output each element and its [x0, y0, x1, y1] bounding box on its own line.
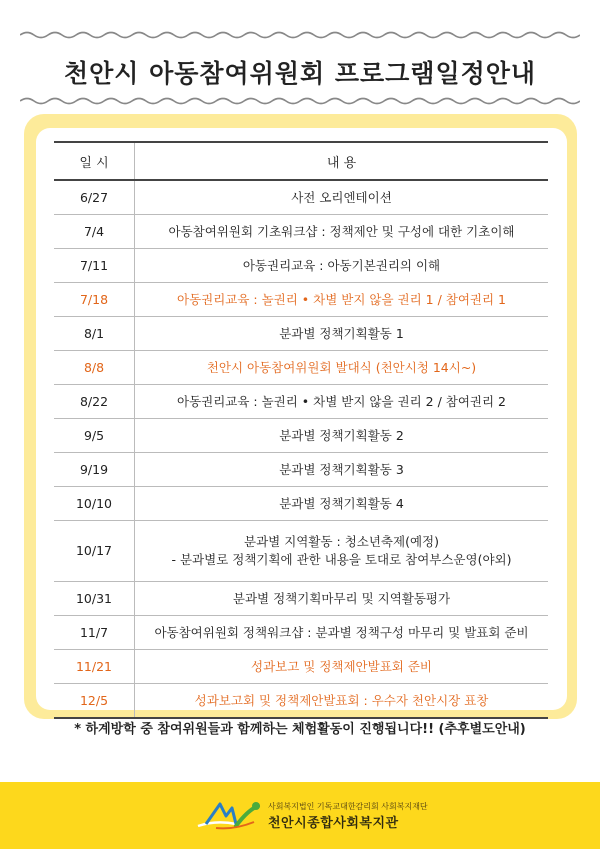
row-date: 7/11	[54, 249, 135, 283]
row-date: 7/4	[54, 215, 135, 249]
wavy-divider-bottom-icon	[20, 96, 580, 106]
activity-note: * 하계방학 중 참여위원들과 함께하는 체험활동이 진행됩니다!! (추후별도안내)	[74, 722, 526, 737]
row-content: 사전 오리엔테이션	[135, 180, 549, 215]
table-row	[54, 453, 548, 487]
table-row-highlighted	[54, 650, 548, 684]
schedule-table	[54, 141, 548, 719]
row-date: 10/31	[54, 582, 135, 616]
table-row	[54, 249, 548, 283]
row-date: 10/10	[54, 487, 135, 521]
table-header-row	[54, 142, 548, 180]
row-date: 11/7	[54, 616, 135, 650]
row-content: 분과별 정책기획활동 2	[135, 419, 549, 453]
table-row	[54, 582, 548, 616]
footer-organization-subtitle: 사회복지법인 기독교대한감리회 사회복지재단	[268, 802, 428, 811]
row-content-line-2: - 분과별로 정책기획에 관한 내용을 토대로 참여부스운영(야외)	[171, 552, 512, 567]
table-row	[54, 215, 548, 249]
row-date: 11/21	[54, 650, 135, 684]
table-row	[54, 616, 548, 650]
row-content: 분과별 정책기획마무리 및 지역활동평가	[135, 582, 549, 616]
row-date: 7/18	[54, 283, 135, 317]
footer-organization-name: 천안시종합사회복지관	[268, 816, 399, 831]
table-row	[54, 385, 548, 419]
row-content: 아동참여위원회 정책워크샵 : 분과별 정책구성 마무리 및 발표회 준비	[135, 616, 549, 650]
table-row	[54, 487, 548, 521]
row-content: 분과별 정책기획활동 3	[135, 453, 549, 487]
table-row	[54, 180, 548, 215]
table-row-highlighted	[54, 351, 548, 385]
row-date: 8/1	[54, 317, 135, 351]
row-content-multiline	[135, 521, 549, 582]
row-content: 성과보고회 및 정책제안발표회 : 우수자 천안시장 표창	[135, 684, 549, 719]
table-row-highlighted	[54, 684, 548, 719]
row-content: 아동권리교육 : 아동기본권리의 이해	[135, 249, 549, 283]
table-row	[54, 419, 548, 453]
content-column-header: 내 용	[135, 142, 549, 180]
row-content-line-1: 분과별 지역활동 : 청소년축제(예정)	[244, 534, 439, 549]
table-row	[54, 317, 548, 351]
row-content: 분과별 정책기획활동 4	[135, 487, 549, 521]
row-content: 아동권리교육 : 놀권리 • 차별 받지 않을 권리 2 / 참여권리 2	[135, 385, 549, 419]
row-date: 6/27	[54, 180, 135, 215]
welfare-center-logo-icon	[196, 798, 268, 832]
row-date: 10/17	[54, 521, 135, 582]
row-date: 9/19	[54, 453, 135, 487]
date-column-header: 일 시	[54, 142, 135, 180]
row-content: 분과별 정책기획활동 1	[135, 317, 549, 351]
row-date: 8/22	[54, 385, 135, 419]
row-content: 천안시 아동참여위원회 발대식 (천안시청 14시~)	[135, 351, 549, 385]
table-row-highlighted	[54, 283, 548, 317]
row-date: 12/5	[54, 684, 135, 719]
row-date: 8/8	[54, 351, 135, 385]
row-content: 아동참여위원회 기초워크샵 : 정책제안 및 구성에 대한 기초이해	[135, 215, 549, 249]
row-date: 9/5	[54, 419, 135, 453]
row-content: 성과보고 및 정책제안발표회 준비	[135, 650, 549, 684]
row-content: 아동권리교육 : 놀권리 • 차별 받지 않을 권리 1 / 참여권리 1	[135, 283, 549, 317]
page-title: 천안시 아동참여위원회 프로그램일정안내	[63, 59, 537, 88]
table-row	[54, 521, 548, 582]
wavy-divider-top-icon	[20, 30, 580, 40]
